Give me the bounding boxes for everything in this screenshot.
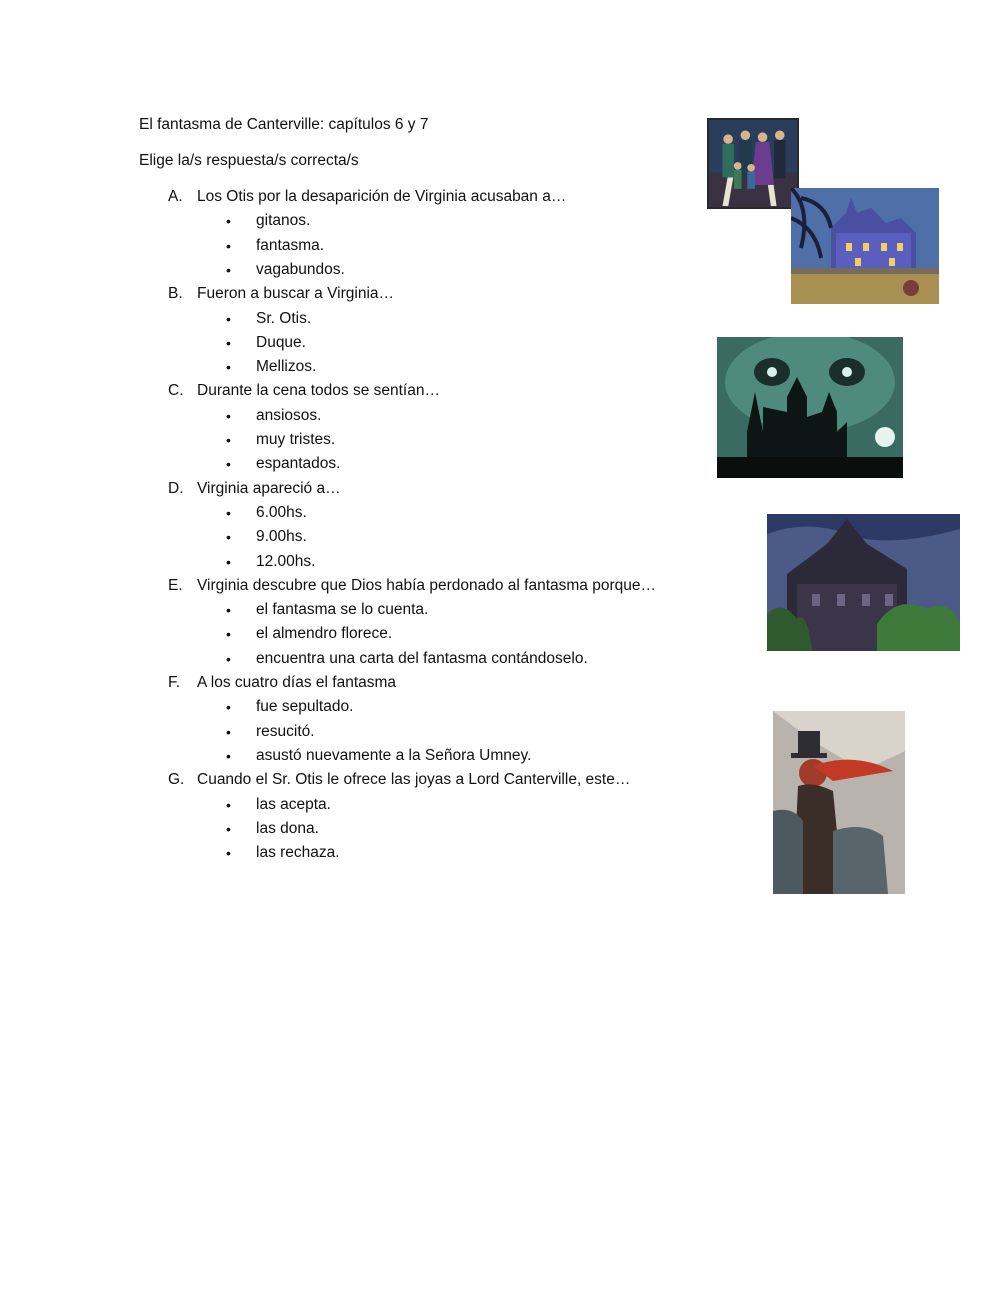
bullet-icon: • [226,310,231,327]
answer-option: 12.00hs. [256,552,316,570]
bullet-icon: • [226,845,231,862]
question-text: A los cuatro días el fantasma [197,674,397,691]
answer-option: Duque. [256,333,306,351]
answer-option: espantados. [256,455,341,473]
question-letter: D. [168,479,184,497]
bullet-icon: • [226,237,231,254]
bullet-icon: • [226,723,231,740]
bullet-icon: • [226,820,231,837]
question-text: Virginia apareció a… [197,479,341,497]
worksheet-instruction: Elige la/s respuesta/s correcta/s [139,152,359,169]
worksheet-title: El fantasma de Canterville: capítulos 6 y 7 [139,116,429,133]
bullet-icon: • [226,626,231,643]
answer-option: Sr. Otis. [256,309,312,327]
answer-option: las rechaza. [256,844,340,862]
mansion-illustration [791,188,939,304]
question-text: Virginia descubre que Dios había perdonado al fantasma porque… [197,576,656,594]
question-letter: G. [168,771,185,789]
bullet-icon: • [226,407,231,424]
answer-option: el fantasma se lo cuenta. [256,601,429,619]
answer-option: muy tristes. [256,431,336,448]
answer-option: fue sepultado. [256,698,354,716]
question-letter: C. [168,382,184,400]
answer-option: el almendro florece. [256,625,393,643]
question-letter: B. [168,285,183,303]
question-letter: E. [168,576,183,594]
bullet-icon: • [226,432,231,448]
bullet-icon: • [226,553,231,570]
question-text: Durante la cena todos se sentían… [197,382,440,400]
bullet-icon: • [226,359,231,376]
bullet-icon: • [226,504,231,521]
answer-option: encuentra una carta del fantasma contándoselo. [256,649,588,667]
answer-option: asustó nuevamente a la Señora Umney. [256,746,532,764]
bullet-icon: • [226,699,231,716]
answer-option: ansiosos. [256,406,322,424]
bullet-icon: • [226,213,231,230]
answer-option: 9.00hs. [256,528,307,546]
bullet-icon: • [226,529,231,546]
ghost-in-wind-illustration [773,711,905,894]
question-text: Fueron a buscar a Virginia… [197,285,395,303]
bullet-icon: • [226,747,231,764]
question-letter: F. [168,674,181,691]
question-letter: A. [168,188,183,205]
haunted-house-illustration [767,514,960,651]
answer-option: las dona. [256,819,319,837]
question-text: Cuando el Sr. Otis le ofrece las joyas a Lord Canterville, este… [197,771,631,789]
bullet-icon: • [226,602,231,619]
question-text: Los Otis por la desaparición de Virginia acusaban a… [197,188,567,205]
answer-option: 6.00hs. [256,503,307,521]
bullet-icon: • [226,796,231,813]
answer-option: las acepta. [256,795,331,813]
bullet-icon: • [226,456,231,473]
bullet-icon: • [226,650,231,667]
answer-option: gitanos. [256,212,311,230]
ghost-castle-illustration [717,337,903,478]
answer-option: fantasma. [256,236,325,254]
answer-option: resucitó. [256,722,315,740]
bullet-icon: • [226,261,231,278]
answer-option: Mellizos. [256,358,317,376]
family-illustration [707,118,799,209]
answer-option: vagabundos. [256,260,345,278]
bullet-icon: • [226,334,231,351]
